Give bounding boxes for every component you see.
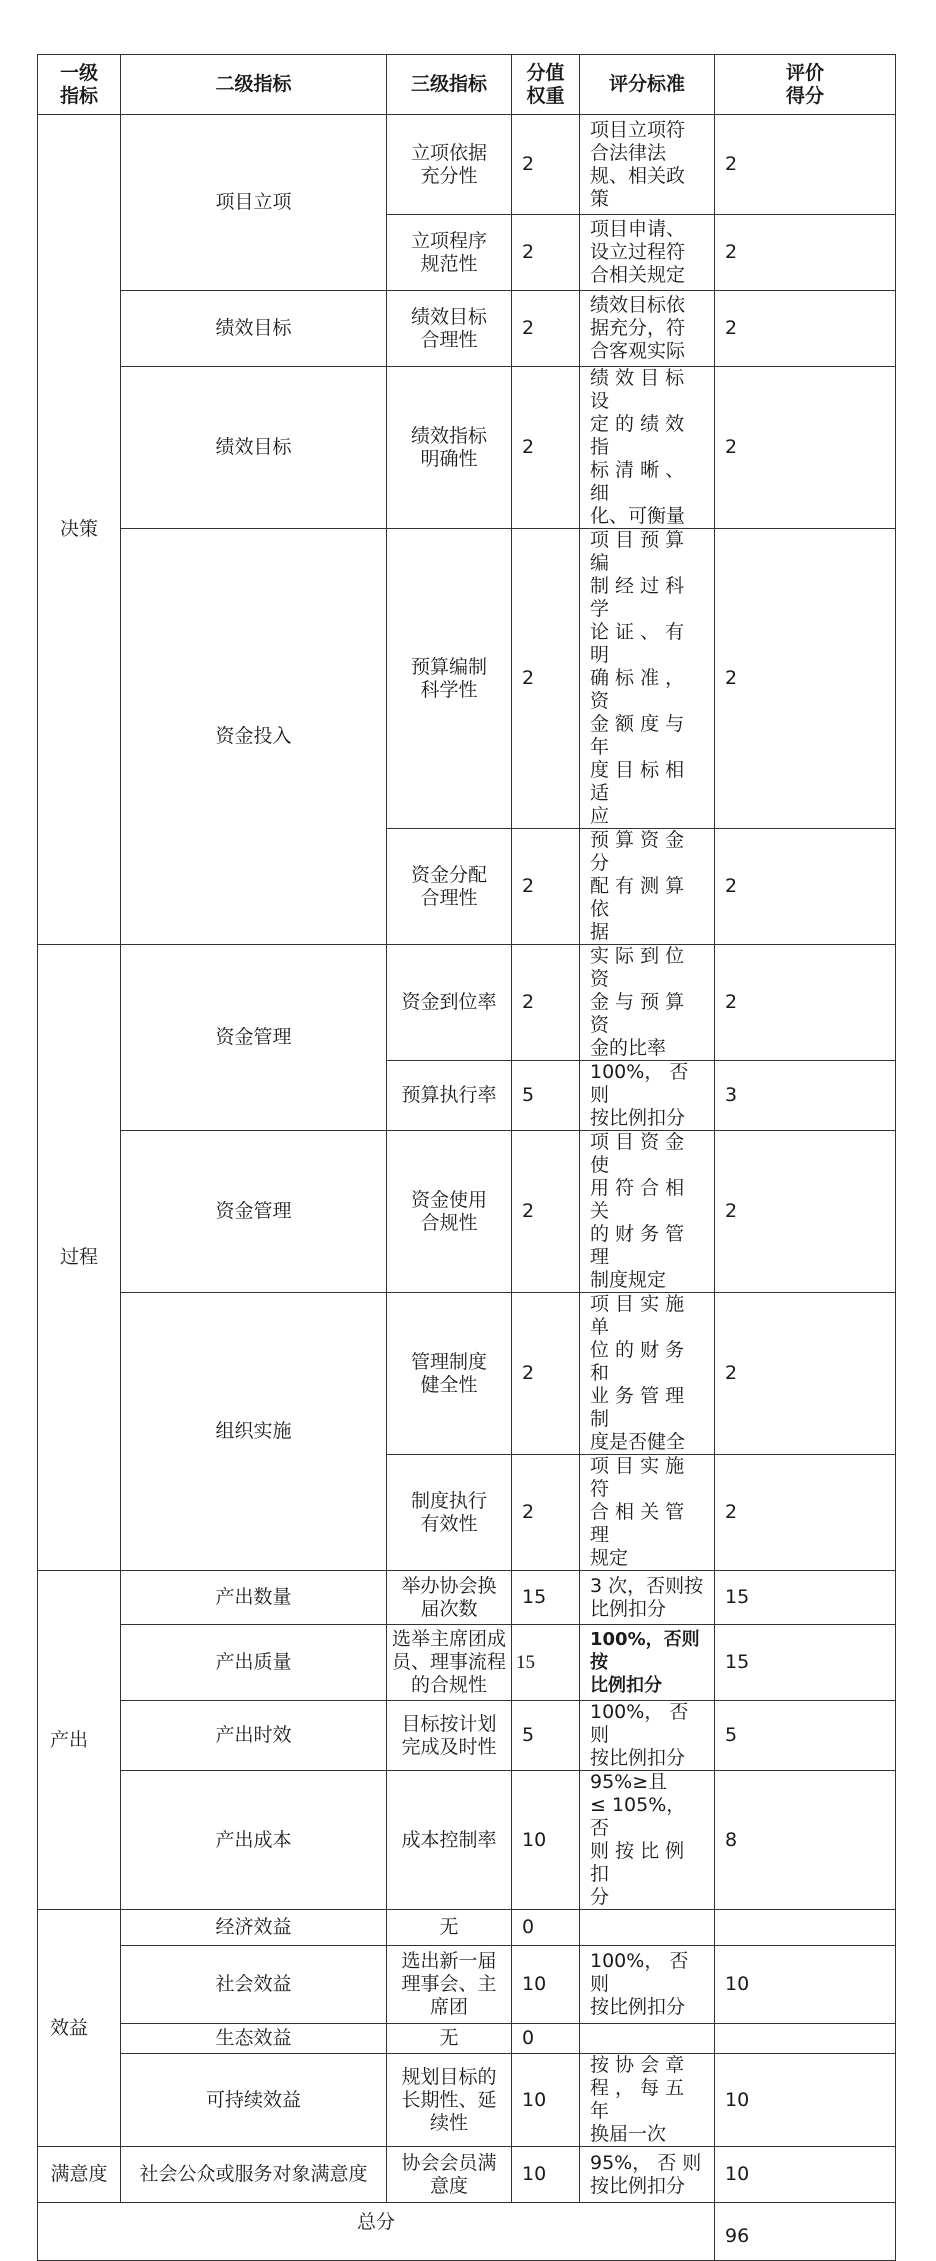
criteria-cell: 100%， 否 则 按比例扣分 [580,1701,715,1771]
level3-cell: 资金到位率 [387,945,512,1061]
level3-cell: 举办协会换 届次数 [387,1571,512,1625]
group-output: 产出 [38,1571,121,1910]
score-cell: 2 [715,291,896,367]
score-cell: 5 [715,1701,896,1771]
level3-cell: 无 [387,2024,512,2054]
level2-cell: 绩效目标 [121,367,387,529]
weight-cell: 2 [512,945,580,1061]
criteria-cell: 实 际 到 位 资 金 与 预 算 资 金的比率 [580,945,715,1061]
score-cell: 10 [715,1946,896,2024]
criteria-cell: 100%，否则按 比例扣分 [580,1625,715,1701]
header-row [38,55,896,115]
table-row [38,1625,896,1701]
level2-cell: 产出成本 [121,1771,387,1910]
table-row [38,367,896,529]
score-cell: 10 [715,2147,896,2203]
score-cell: 2 [715,367,896,529]
table-row [38,1131,896,1293]
score-cell: 3 [715,1061,896,1131]
level2-cell: 社会效益 [121,1946,387,2024]
level2-cell: 可持续效益 [121,2054,387,2147]
criteria-cell: 项目立项符 合法律法 规、相关政 策 [580,115,715,215]
score-cell: 2 [715,115,896,215]
weight-cell: 5 [512,1061,580,1131]
score-cell: 15 [715,1571,896,1625]
score-cell: 2 [715,1131,896,1293]
table-row [38,945,896,1061]
weight-cell: 10 [512,2147,580,2203]
level2-cell: 产出时效 [121,1701,387,1771]
level3-cell: 协会会员满 意度 [387,2147,512,2203]
table-row [38,2024,896,2054]
header-criteria: 评分标准 [580,55,715,115]
level3-cell: 制度执行 有效性 [387,1455,512,1571]
table-row [38,1910,896,1946]
criteria-cell: 项 目 预 算 编 制 经 过 科 学 论 证 、 有 明 确 标 准 ， 资 金 额 度 与 年 度 目 标 相 适 应 [580,529,715,829]
level3-cell: 预算执行率 [387,1061,512,1131]
group-process: 过程 [38,945,121,1571]
level3-cell: 立项依据 充分性 [387,115,512,215]
level3-cell: 管理制度 健全性 [387,1293,512,1455]
score-cell: 2 [715,1293,896,1455]
table-row [38,1701,896,1771]
header-weight: 分值 权重 [512,55,580,115]
criteria-cell [580,1910,715,1946]
criteria-cell: 绩 效 目 标 设 定 的 绩 效 指 标 清 晰 、 细 化、可衡量 [580,367,715,529]
score-cell: 2 [715,1455,896,1571]
evaluation-table [37,54,896,2261]
total-label: 总分 [38,2203,715,2261]
level3-cell: 预算编制 科学性 [387,529,512,829]
level3-cell: 目标按计划 完成及时性 [387,1701,512,1771]
header-level1: 一级 指标 [38,55,121,115]
level3-cell: 资金使用 合规性 [387,1131,512,1293]
score-cell: 2 [715,529,896,829]
level2-cell: 绩效目标 [121,291,387,367]
score-cell: 10 [715,2054,896,2147]
weight-cell: 2 [512,115,580,215]
score-cell [715,2024,896,2054]
score-cell: 8 [715,1771,896,1910]
criteria-cell: 项 目 实 施 符 合 相 关 管 理 规定 [580,1455,715,1571]
score-cell: 2 [715,945,896,1061]
criteria-cell: 项 目 实 施 单 位 的 财 务 和 业 务 管 理 制 度是否健全 [580,1293,715,1455]
weight-cell: 10 [512,1946,580,2024]
score-cell: 15 [715,1625,896,1701]
weight-cell: 2 [512,1455,580,1571]
criteria-cell [580,2024,715,2054]
table-row [38,1946,896,2024]
level2-cell: 资金管理 [121,1131,387,1293]
criteria-cell: 100%， 否 则 按比例扣分 [580,1946,715,2024]
weight-cell: 10 [512,1771,580,1910]
table-row [38,1571,896,1625]
total-score: 96 [715,2203,896,2261]
level2-cell: 产出质量 [121,1625,387,1701]
table-row [38,2147,896,2203]
criteria-cell: 绩效目标依 据充分，符 合客观实际 [580,291,715,367]
score-cell: 2 [715,215,896,291]
criteria-cell: 项目申请、 设立过程符 合相关规定 [580,215,715,291]
table-row [38,2054,896,2147]
weight-cell: 5 [512,1701,580,1771]
table-row [38,291,896,367]
weight-cell: 2 [512,829,580,945]
level3-cell: 绩效目标 合理性 [387,291,512,367]
score-cell [715,1910,896,1946]
level3-cell: 无 [387,1910,512,1946]
weight-cell: 2 [512,1293,580,1455]
level3-cell: 选出新一届 理事会、主 席团 [387,1946,512,2024]
level2-cell: 经济效益 [121,1910,387,1946]
criteria-cell: 95%， 否 则 按比例扣分 [580,2147,715,2203]
criteria-cell: 3 次，否则按 比例扣分 [580,1571,715,1625]
group-benefit: 效益 [38,1910,121,2147]
level3-cell: 立项程序 规范性 [387,215,512,291]
weight-cell: 2 [512,215,580,291]
level2-cell: 资金投入 [121,529,387,945]
weight-cell: 2 [512,291,580,367]
weight-cell: 15 [512,1571,580,1625]
level3-cell: 绩效指标 明确性 [387,367,512,529]
group-decision: 决策 [38,115,121,945]
level2-cell: 组织实施 [121,1293,387,1571]
level3-cell: 资金分配 合理性 [387,829,512,945]
score-cell: 2 [715,829,896,945]
weight-cell: 0 [512,1910,580,1946]
criteria-cell: 100%， 否 则 按比例扣分 [580,1061,715,1131]
criteria-cell: 预 算 资 金 分 配 有 测 算 依 据 [580,829,715,945]
level3-cell: 成本控制率 [387,1771,512,1910]
level3-cell: 选举主席团成 员、理事流程 的合规性 [387,1625,512,1701]
table-row [38,1293,896,1455]
level3-cell: 规划目标的 长期性、延 续性 [387,2054,512,2147]
weight-cell: 2 [512,529,580,829]
header-level3: 三级指标 [387,55,512,115]
criteria-cell: 项 目 资 金 使 用 符 合 相 关 的 财 务 管 理 制度规定 [580,1131,715,1293]
total-row [38,2203,896,2261]
level2-cell: 生态效益 [121,2024,387,2054]
group-satisfaction: 满意度 [38,2147,121,2203]
table-row [38,115,896,215]
weight-cell: 15 [512,1625,580,1701]
weight-cell: 10 [512,2054,580,2147]
level2-cell: 资金管理 [121,945,387,1131]
table-row [38,1771,896,1910]
weight-cell: 2 [512,1131,580,1293]
weight-cell: 0 [512,2024,580,2054]
criteria-cell: 95%≥且 ≤ 105%， 否 则 按 比 例 扣 分 [580,1771,715,1910]
header-level2: 二级指标 [121,55,387,115]
criteria-cell: 按 协 会 章 程 ， 每 五 年 换届一次 [580,2054,715,2147]
header-score: 评价 得分 [715,55,896,115]
level2-cell: 产出数量 [121,1571,387,1625]
table-row [38,529,896,829]
level2-cell: 社会公众或服务对象满意度 [121,2147,387,2203]
level2-cell: 项目立项 [121,115,387,291]
weight-cell: 2 [512,367,580,529]
